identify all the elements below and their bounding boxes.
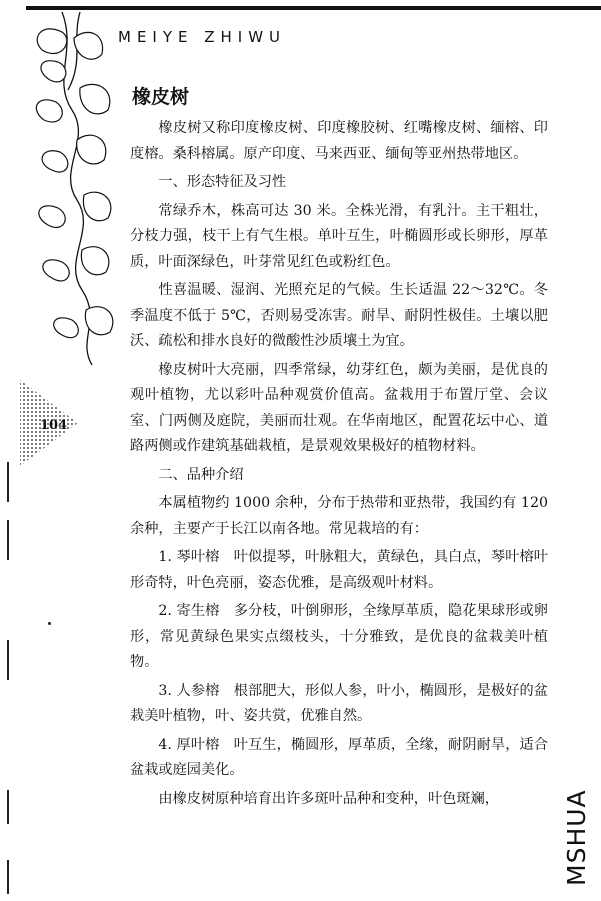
margin-mark [7, 860, 9, 894]
leaf-icon [85, 307, 113, 335]
running-head: MEIYE ZHIWU [118, 28, 287, 46]
paragraph: 由橡皮树原种培育出许多斑叶品种和变种，叶色斑斓， [158, 790, 499, 807]
leaf-icon [81, 247, 109, 275]
section-heading: 二、品种介绍 [158, 466, 244, 483]
leaf-icon [74, 32, 103, 59]
leaf-icon [42, 151, 68, 172]
watermark: MSHUA [562, 789, 591, 886]
leaf-icon [54, 318, 79, 338]
paragraph: 4. 厚叶榕 叶互生，椭圆形，厚革质，全缘，耐阴耐旱，适合盆栽或庭园美化。 [130, 736, 548, 778]
paragraph-list [130, 116, 548, 812]
paragraph: 2. 寄生榕 多分枝，叶倒卵形，全缘厚革质，隐花果球形或卵形，常见黄绿色果实点缀枝头，十分雅致，是优良的盆栽美叶植物。 [130, 603, 548, 670]
leaf-icon [77, 135, 106, 164]
leaf-icon [41, 61, 66, 82]
margin-mark [7, 462, 9, 502]
article-title: 橡皮树 [132, 86, 190, 108]
leaf-icon [37, 29, 67, 54]
margin-mark [7, 790, 9, 824]
margin-mark [7, 640, 9, 680]
leaf-icon [83, 192, 111, 221]
paragraph: 3. 人参榕 根部肥大，形似人参，叶小，椭圆形，是极好的盆栽美叶植物，叶、姿共赏，优雅自然。 [130, 682, 548, 724]
paragraph: 性喜温暖、湿润、光照充足的气候。生长适温 22～32℃。冬季温度不低于 5℃，否则易受冻害。耐旱、耐阴性极佳。土壤以肥沃、疏松和排水良好的微酸性沙质壤土为宜。 [130, 282, 548, 349]
leaf-icon [39, 206, 65, 228]
paragraph: 1. 琴叶榕 叶似提琴，叶脉粗大，黄绿色，具白点，琴叶榕叶形奇特，叶色亮丽，姿态优雅，是高级观叶材料。 [130, 549, 548, 591]
paragraph: 橡皮树叶大亮丽，四季常绿，幼芽红色，颇为美丽，是优良的观叶植物，尤以彩叶品种观赏价值高。盆栽用于布置厅堂、会议室、门两侧及庭院，美丽而壮观。在华南地区，配置花坛中心、道路两侧或作建筑基础栽植，是景观效果极好的植物材料。 [130, 361, 548, 454]
leaf-icon [36, 100, 62, 122]
paragraph: 本属植物约 1000 余种，分布于热带和亚热带，我国约有 120 余种，主要产于长江以南各地。常见栽培的有： [130, 495, 548, 537]
article-body [130, 84, 548, 815]
paragraph: 橡皮树又称印度橡皮树、印度橡胶树、红嘴橡皮树、缅榕、印度榕。桑科榕属。原产印度、马来西亚、缅甸等亚州热带地区。 [130, 120, 548, 162]
vine-illustration [22, 10, 122, 370]
margin-mark [7, 520, 9, 560]
section-heading: 一、形态特征及习性 [158, 174, 287, 190]
leaf-icon [80, 84, 110, 113]
page-number: 104 [40, 418, 68, 433]
leaf-icon [43, 260, 69, 281]
margin-dot [48, 622, 51, 625]
paragraph: 常绿乔木，株高可达 30 米。全株光滑，有乳汁。主干粗壮，分枝力强，枝干上有气生根。单叶互生，叶椭圆形或长卵形，厚革质，叶面深绿色，叶芽常见红色或粉红色。 [130, 202, 548, 270]
